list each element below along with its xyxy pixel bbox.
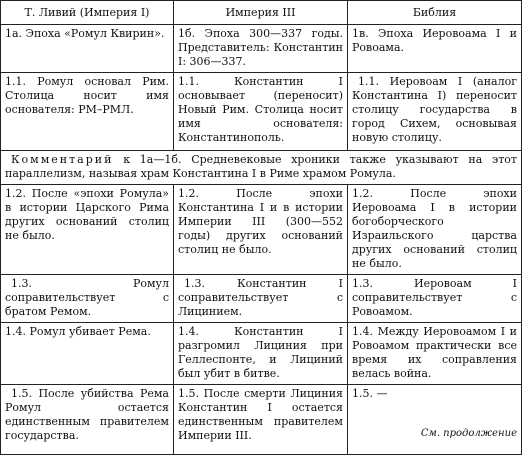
table-row [1,25,522,73]
column-header-empire3: Империя III [174,1,348,25]
cell-livy: 1.4. Ромул убивает Рема. [1,323,174,385]
cell-empire3: 1б. Эпоха 300—337 годы. Представитель: Константин I: 306—337. [174,25,348,73]
table-header-row [1,1,522,25]
cell-bible: 1.5. — [348,385,522,455]
table-row [1,385,522,455]
cell-empire3: 1.2. После эпохи Константина I и в истории Империи III (300—552 годы) других оснований столиц не было. [174,185,348,275]
comment-cell [1,151,522,185]
cell-livy: 1.1. Ромул основал Рим. Столица носит имя основателя: РМ–РМЛ. [1,73,174,151]
table-row [1,275,522,323]
cell-bible: 1в. Эпоха Иеровоама I и Ровоама. [348,25,522,73]
cell-bible: 1.1. Иеровоам I (аналог Константина I) переносит столицу государства в город Сихем, основывая новую столицу. [348,73,522,151]
comment-label: Комментарий [11,153,114,166]
cell-bible: 1.4. Между Иеровоамом I и Ровоамом практически все время их соправления велась война. [348,323,522,385]
cell-bible: 1.3. Иеровоам I соправительствует с Ровоамом. [348,275,522,323]
cell-livy: 1а. Эпоха «Ромул Квирин». [1,25,174,73]
column-header-bible: Библия [348,1,522,25]
cell-livy: 1.3. Ромул соправительствует с братом Ремом. [1,275,174,323]
table-row [1,185,522,275]
comment-row [1,151,522,185]
cell-empire3: 1.1. Константин I основывает (переносит) Новый Рим. Столица носит имя основателя: Константинополь. [174,73,348,151]
column-header-livy: Т. Ливий (Империя I) [1,1,174,25]
cell-empire3: 1.3. Константин I соправительствует с Лицинием. [174,275,348,323]
cell-empire3: 1.5. После смерти Лициния Константин I остается единственным правителем Империи III. [174,385,348,455]
cell-livy: 1.2. После «эпохи Ромула» в истории Царского Рима других оснований столиц не было. [1,185,174,275]
table-row [1,323,522,385]
table-row [1,73,522,151]
cell-livy: 1.5. После убийства Рема Ромул остается единственным правителем государства. [1,385,174,455]
continuation-note: См. продолжение [420,428,517,439]
comment-text: к 1а—1б. Средневековые хроники также указывают на этот параллелизм, называя храм Константина I в Риме храмом Ромула. [5,153,517,180]
cell-bible: 1.2. После эпохи Иеровоама I в истории богоборческого Израильского царства других оснований столиц не было. [348,185,522,275]
cell-empire3: 1.4. Константин I разгромил Лициния при Геллеспонте, и Лициний был убит в битве. [174,323,348,385]
